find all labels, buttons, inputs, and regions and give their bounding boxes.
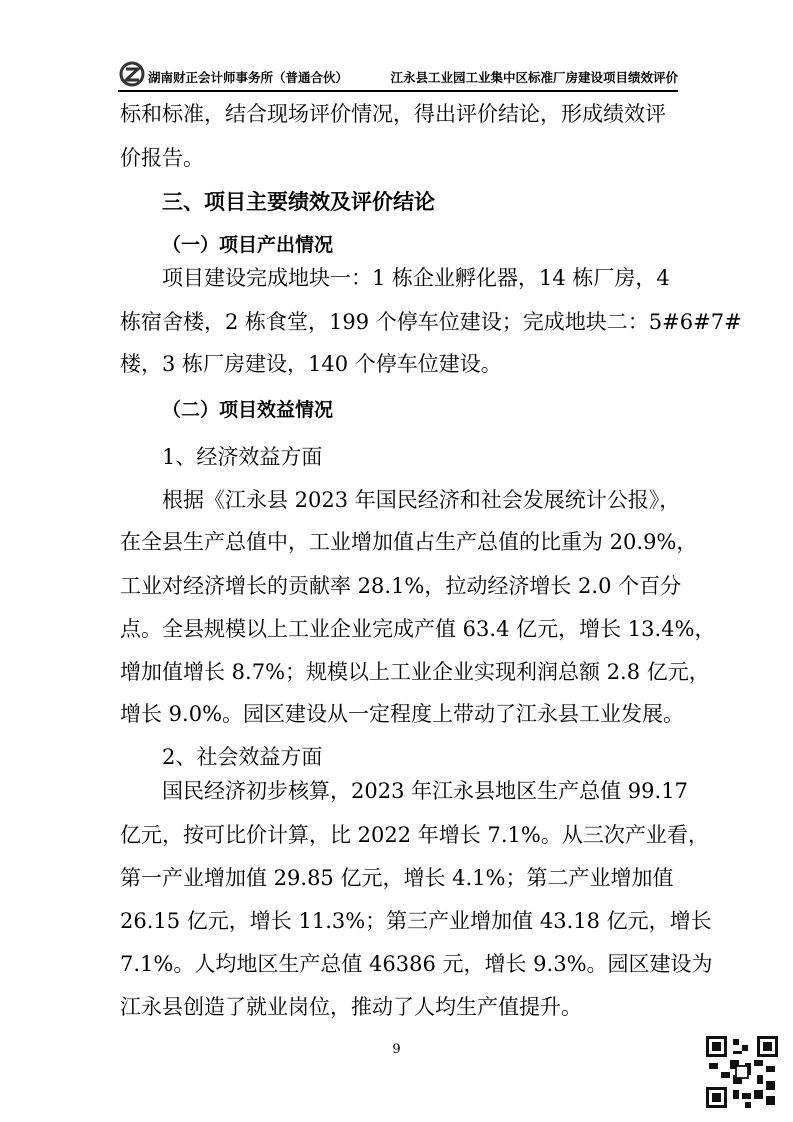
body-line: 增加值增长 8.7%；规模以上工业企业实现利润总额 2.8 亿元， [120,660,710,684]
body-line: 在全县生产总值中，工业增加值占生产总值的比重为 20.9%， [120,530,698,554]
body-line: 1、经济效益方面 [162,445,323,469]
body-line: 点。全县规模以上工业企业完成产值 63.4 亿元，增长 13.4%， [120,617,716,641]
body-line: 江永县创造了就业岗位，推动了人均生产值提升。 [120,995,582,1019]
body-line: 7.1%。人均地区生产总值 46386 元，增长 9.3%。园区建设为 [120,952,713,976]
body-line: 根据《江永县 2023 年国民经济和社会发展统计公报》， [162,488,681,512]
subsection-heading: （二）项目效益情况 [162,399,334,421]
body-line: 工业对经济增长的贡献率 28.1%，拉动经济增长 2.0 个百分 [120,574,682,598]
body-line: 增长 9.0%。园区建设从一定程度上带动了江永县工业发展。 [120,702,685,726]
body-line: 第一产业增加值 29.85 亿元，增长 4.1%；第二产业增加值 [120,866,674,890]
firm-logo-icon [118,60,148,88]
body-line: 国民经济初步核算，2023 年江永县地区生产总值 99.17 [162,779,688,803]
body-line: 2、社会效益方面 [162,745,323,769]
page-header [118,58,678,92]
body-line: 标和标准，结合现场评价情况，得出评价结论，形成绩效评 [120,102,666,126]
body-line: 价报告。 [120,146,204,170]
body-line: 亿元，按可比价计算，比 2022 年增长 7.1%。从三次产业看， [120,823,709,847]
subsection-heading: （一）项目产出情况 [162,234,334,256]
header-firm-name: 湖南财正会计师事务所（普通合伙） [148,70,349,85]
header-report-title: 江永县工业园工业集中区标准厂房建设项目绩效评价 [390,70,678,85]
section-heading: 三、项目主要绩效及评价结论 [162,190,435,214]
body-line: 项目建设完成地块一：1 栋企业孵化器，14 栋厂房，4 [162,266,670,290]
body-line: 栋宿舍楼，2 栋食堂，199 个停车位建设；完成地块二：5#6#7# [120,310,742,334]
body-line: 楼，3 栋厂房建设，140 个停车位建设。 [120,352,502,376]
qr-code-icon [706,1036,778,1108]
body-line: 26.15 亿元，增长 11.3%；第三产业增加值 43.18 亿元，增长 [120,909,712,933]
page-number: 9 [392,1042,401,1057]
